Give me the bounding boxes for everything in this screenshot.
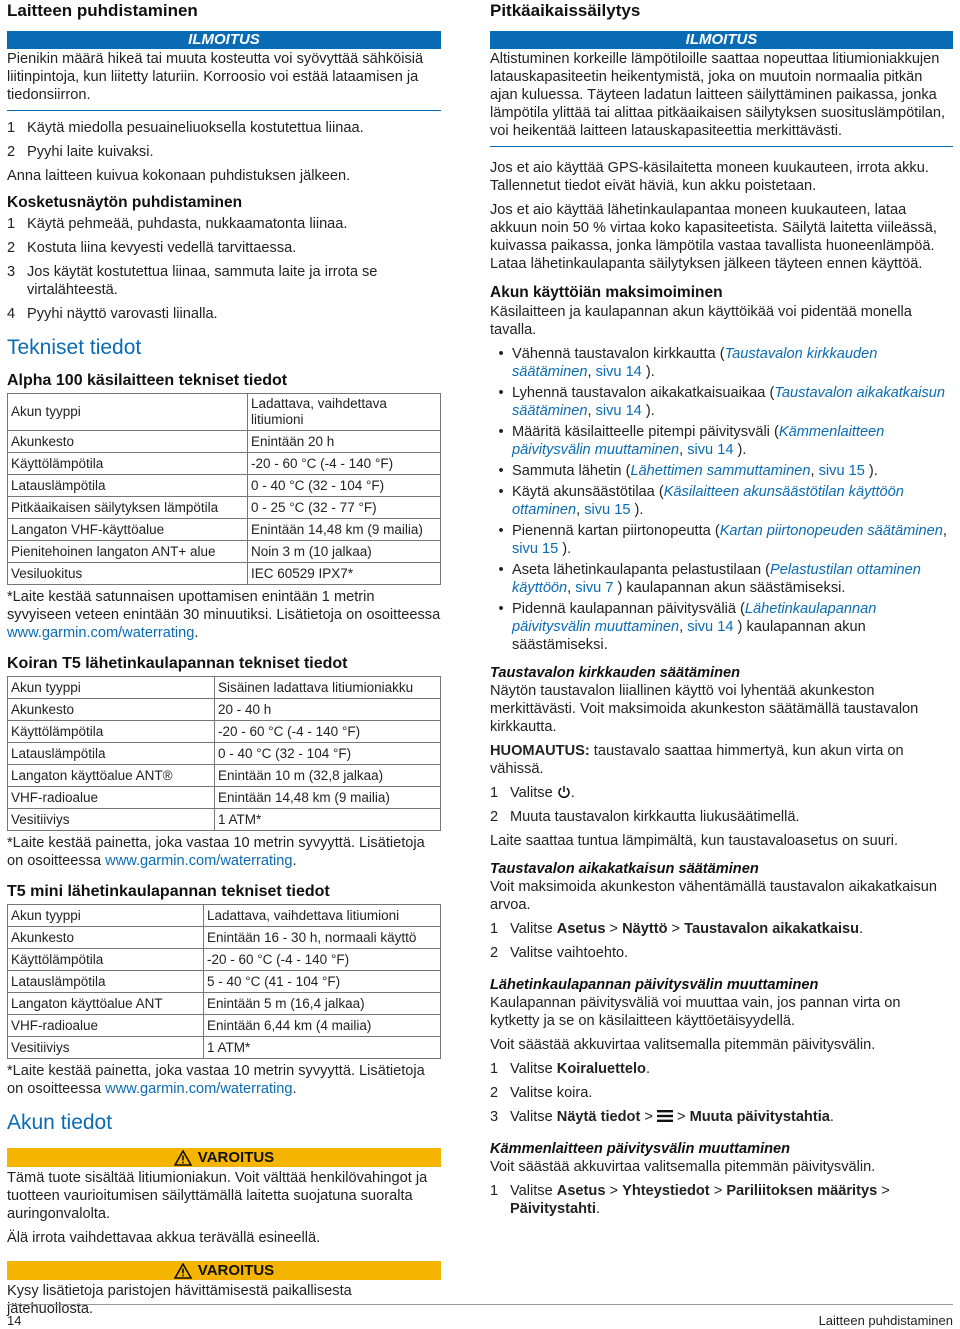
alpha-note: *Laite kestää satunnaisen upottamisen enintään 1 metrin syvyiseen veteen enintään 30 minuutiksi. Lisätietoja on osoitteessa www.garmin.com/waterrating. (7, 589, 441, 641)
step-text-part: . (645, 1061, 651, 1077)
table-cell: Enintään 14,48 km (9 mailia) (215, 787, 441, 809)
path-sep: > (672, 1109, 690, 1125)
footer-section-name: Laitteen puhdistaminen (818, 1313, 953, 1328)
step-text: Valitse vaihtoehto. (510, 945, 629, 961)
table-row (8, 721, 441, 743)
bullet-sep: , (679, 619, 688, 635)
step-item (490, 784, 953, 802)
handheld-title: Kämmenlaitteen päivitysvälin muuttaminen (490, 1141, 791, 1157)
note-text: taustavalo saattaa himmertyä, kun akun virta on vähissä. (490, 743, 904, 777)
table-cell: Akunkesto (8, 431, 248, 453)
step-text: Pyyhi laite kuivaksi. (27, 144, 154, 160)
bullet-text: Lyhennä taustavalon aikakatkaisuaikaa ( (512, 385, 775, 401)
menu-path-update-rate: Muuta päivitystahtia (689, 1109, 830, 1125)
step-number: 2 (490, 1085, 499, 1101)
bullet-text: Pidennä kaulapannan päivitysväliä ( (512, 601, 745, 617)
step-text: Käytä pehmeää, puhdasta, nukkaamatonta liinaa. (27, 216, 348, 232)
t5-note-text: *Laite kestää painetta, joka vastaa 10 metrin syvyyttä. Lisätietoja on osoitteessa (7, 835, 425, 869)
table-row (8, 809, 441, 831)
notice-box (7, 31, 441, 111)
path-sep: > (640, 1109, 657, 1125)
backlight-title: Taustavalon kirkkauden säätäminen (490, 665, 741, 681)
cross-ref-link[interactable]: Lähettimen sammuttaminen (630, 463, 811, 479)
menu-path-contacts: Yhteystiedot (622, 1183, 710, 1199)
power-icon (557, 785, 571, 799)
t5mini-note-text: *Laite kestää painetta, joka vastaa 10 metrin syvyyttä. Lisätietoja on osoitteessa (7, 1063, 425, 1097)
step-text-part: . (859, 921, 864, 937)
bullet-text: ). (864, 463, 878, 479)
table-cell: Enintään 6,44 km (4 mailia) (204, 1015, 441, 1037)
list-item (490, 522, 953, 558)
table-row (8, 431, 441, 453)
step-text (510, 920, 953, 938)
table-cell: 5 - 40 °C (41 - 104 °F) (204, 971, 441, 993)
section-title-storage: Pitkäaikaissäilytys (490, 1, 641, 20)
footer-divider (7, 1304, 953, 1305)
notice-text: Altistuminen korkeille lämpötiloille saattaa nopeuttaa litiumioniakkujen latauskapasiteetin heikentymistä, joka on muutoin normaalia pitkän ajan kuluessa. Täyteen ladatun laitteen säilyttäminen paikassa, jonka lämpötila ylittää tai alittaa pitkäaikaisen säilytyksen suosituslämpötilan, voi heikentää laitteen latauskapasiteettia merkittävästi. (490, 51, 946, 139)
warning-label-text: VAROITUS (197, 1149, 275, 1166)
bullet-sep: , (587, 364, 596, 380)
warning-text: Tämä tuote sisältää litiumioniakun. Voit välttää henkilövahingot ja tuotteen vaurioitumisen säilyttämällä laitetta suojatuna suoralta auringonvalolta. (7, 1170, 428, 1222)
page-link[interactable]: sivu 15 (584, 502, 631, 518)
maximize-intro: Käsilaitteen ja kaulapannan akun käyttöikää voi pidentää monella tavalla. (490, 304, 912, 338)
table-cell: 0 - 25 °C (32 - 77 °F) (248, 497, 441, 519)
table-row (8, 1015, 441, 1037)
page-link[interactable]: sivu 15 (818, 463, 865, 479)
collar-title: Lähetinkaulapannan päivitysvälin muuttaminen (490, 977, 819, 993)
t5-spec-table (7, 676, 441, 831)
step-text-part: Valitse (510, 1109, 557, 1125)
table-cell: VHF-radioalue (8, 1015, 204, 1037)
table-row (8, 927, 441, 949)
table-cell: Latauslämpötila (8, 743, 215, 765)
table-row (8, 475, 441, 497)
step-item (7, 119, 441, 137)
menu-path-show-info: Näytä tiedot (556, 1109, 641, 1125)
path-sep: > (605, 1183, 623, 1199)
step-text (510, 1182, 953, 1218)
menu-path-timeout: Taustavalon aikakatkaisu (684, 921, 860, 937)
table-row (8, 971, 441, 993)
step-text (510, 1108, 953, 1126)
menu-path-asetus: Asetus (556, 921, 606, 937)
timeout-title: Taustavalon aikakatkaisun säätäminen (490, 861, 759, 877)
step-item (490, 1182, 953, 1218)
menu-path-dog-list: Koiraluettelo (556, 1061, 646, 1077)
t5mini-note: *Laite kestää painetta, joka vastaa 10 metrin syvyyttä. Lisätietoja on osoitteessa www.garmin.com/waterrating. (7, 1063, 425, 1097)
bullet-text: ). (558, 541, 572, 557)
table-cell: -20 - 60 °C (-4 - 140 °F) (215, 721, 441, 743)
cross-ref-link[interactable]: Käsilaitteen akunsäästötilan käyttöön ottaminen (512, 484, 904, 518)
list-item (490, 561, 953, 597)
path-sep: > (605, 921, 623, 937)
warning-triangle-icon (174, 1150, 192, 1166)
t5mini-table-title: T5 mini lähetinkaulapannan tekniset tiedot (7, 883, 330, 900)
table-row (8, 949, 441, 971)
table-cell: -20 - 60 °C (-4 - 140 °F) (204, 949, 441, 971)
list-item (490, 483, 953, 519)
menu-path-asetus: Asetus (556, 1183, 606, 1199)
step-number: 3 (7, 264, 16, 280)
warning-label (7, 1261, 441, 1280)
table-row (8, 1037, 441, 1059)
step-text: Valitse koira. (510, 1085, 593, 1101)
alpha-table-title: Alpha 100 käsilaitteen tekniset tiedot (7, 372, 288, 389)
table-cell: Ladattava, vaihdettava litiumioni (204, 905, 441, 927)
table-cell: Akun tyyppi (8, 905, 204, 927)
bullet-icon: • (498, 601, 504, 617)
menu-path-pairing: Pariliitoksen määritys (726, 1183, 878, 1199)
step-number: 2 (490, 945, 499, 961)
path-sep: > (877, 1183, 890, 1199)
table-cell: Vesitiiviys (8, 809, 215, 831)
warning-triangle-icon (174, 1263, 192, 1279)
clean-after-text: Anna laitteen kuivua kokonaan puhdistuksen jälkeen. (7, 168, 351, 184)
table-cell: Enintään 20 h (248, 431, 441, 453)
bullet-icon: • (498, 385, 504, 401)
table-cell: 20 - 40 h (215, 699, 441, 721)
notice-label: ILMOITUS (490, 31, 953, 49)
list-item (490, 423, 953, 459)
cross-ref-link[interactable]: Pelastustilan ottaminen käyttöön (512, 562, 921, 596)
table-row (8, 993, 441, 1015)
bullet-text: Sammuta lähetin ( (512, 463, 631, 479)
waterrating-link[interactable]: www.garmin.com/waterrating (105, 853, 293, 869)
warning-label-text: VAROITUS (197, 1262, 275, 1279)
page-link[interactable]: sivu 14 (687, 442, 734, 458)
bullet-sep: , (679, 442, 688, 458)
step-number: 2 (7, 240, 16, 256)
table-cell: Enintään 5 m (16,4 jalkaa) (204, 993, 441, 1015)
t5-note: *Laite kestää painetta, joka vastaa 10 metrin syvyyttä. Lisätietoja on osoitteessa www.garmin.com/waterrating. (7, 835, 425, 869)
step-number: 4 (7, 306, 16, 322)
table-cell: Sisäinen ladattava litiumioniakku (215, 677, 441, 699)
step-item (490, 1060, 953, 1078)
storage-para-1: Jos et aio käyttää GPS-käsilaitetta moneen kuukauteen, irrota akku. Tallennetut tiedot eivät häviä, kun akku poistetaan. (490, 160, 929, 194)
table-cell: Latauslämpötila (8, 475, 248, 497)
table-cell: Akun tyyppi (8, 394, 248, 431)
page-link[interactable]: sivu 14 (595, 364, 642, 380)
cross-ref-link[interactable]: Kartan piirtonopeuden säätäminen (719, 523, 943, 539)
alpha-note-text: *Laite kestää satunnaisen upottamisen enintään 1 metrin syvyiseen veteen enintään 30 minuutiksi. Lisätietoja on osoitteessa (7, 589, 441, 623)
table-cell: 1 ATM* (215, 809, 441, 831)
table-cell: Langaton VHF-käyttöalue (8, 519, 248, 541)
table-row (8, 787, 441, 809)
bullet-icon: • (498, 523, 504, 539)
alpha-spec-table (7, 393, 441, 585)
notice-text: Pienikin määrä hikeä tai muuta kosteutta voi syövyttää sähköisiä liitinpintoja, kun liitetty laturiin. Korroosio voi estää lataamisen ja tiedonsiirron. (7, 51, 424, 103)
bullet-text: Käytä akunsäästötilaa ( (512, 484, 664, 500)
t5mini-spec-table (7, 904, 441, 1059)
step-number: 1 (490, 1183, 499, 1199)
step-number: 1 (7, 216, 16, 232)
table-cell: Enintään 10 m (32,8 jalkaa) (215, 765, 441, 787)
bullet-sep: , (567, 580, 576, 596)
table-cell: Ladattava, vaihdettava litiumioni (248, 394, 441, 431)
t5-table-title: Koiran T5 lähetinkaulapannan tekniset tiedot (7, 655, 348, 672)
bullet-icon: • (498, 346, 504, 362)
waterrating-link[interactable]: www.garmin.com/waterrating (105, 1081, 293, 1097)
bullet-text: ). (641, 403, 655, 419)
step-item (7, 263, 441, 299)
step-text-part: . (595, 1201, 601, 1217)
table-cell: Käyttölämpötila (8, 949, 204, 971)
maximize-title: Akun käyttöiän maksimoiminen (490, 284, 723, 301)
page-link[interactable]: sivu 14 (687, 619, 734, 635)
step-item (7, 239, 441, 257)
right-column (490, 0, 953, 1218)
collar-text-2: Voit säästää akkuvirtaa valitsemalla pitemmän päivitysvälin. (490, 1037, 876, 1053)
step-item (7, 215, 441, 233)
step-item (7, 305, 441, 323)
table-cell: Pitkäaikaisen säilytyksen lämpötila (8, 497, 248, 519)
table-cell: 0 - 40 °C (32 - 104 °F) (248, 475, 441, 497)
bullet-sep: , (942, 523, 947, 539)
bullet-text: ). (733, 442, 747, 458)
bullet-text: ). (641, 364, 655, 380)
warning-box-2 (7, 1261, 441, 1318)
table-cell: 0 - 40 °C (32 - 104 °F) (215, 743, 441, 765)
table-cell: Akunkesto (8, 699, 215, 721)
page-number: 14 (7, 1313, 22, 1328)
menu-path-update-rate: Päivitystahti (510, 1201, 596, 1217)
bullet-icon: • (498, 484, 504, 500)
bullet-text: Aseta lähetinkaulapanta pelastustilaan ( (512, 562, 770, 578)
backlight-text: Näytön taustavalon liiallinen käyttö voi lyhentää akunkeston merkittävästi. Voit maksimoida akunkeston säätämällä taustavalon kirkkautta. (490, 683, 919, 735)
step-number: 2 (490, 809, 499, 825)
collar-text: Kaulapannan päivitysväliä voi muuttaa vain, jos pannan virta on kytketty ja se on käsilaitteen käyttöetäisyydellä. (490, 995, 901, 1029)
step-number: 2 (7, 144, 16, 160)
waterrating-link[interactable]: www.garmin.com/waterrating (7, 625, 195, 641)
step-text: Jos käytät kostutettua liinaa, sammuta laite ja irrota se virtalähteestä. (27, 264, 378, 298)
table-cell: -20 - 60 °C (-4 - 140 °F) (248, 453, 441, 475)
step-item (490, 1108, 953, 1126)
touch-steps (7, 215, 441, 323)
page-link[interactable]: sivu 7 (575, 580, 614, 596)
table-cell: Latauslämpötila (8, 971, 204, 993)
step-item (490, 920, 953, 938)
table-row (8, 497, 441, 519)
page-link[interactable]: sivu 14 (595, 403, 642, 419)
step-text: Muuta taustavalon kirkkautta liukusäätimellä. (510, 809, 800, 825)
list-item (490, 462, 953, 480)
step-text: Käytä miedolla pesuaineliuoksella kostutettua liinaa. (27, 120, 364, 136)
section-title-cleaning: Laitteen puhdistaminen (7, 1, 198, 20)
step-item (490, 944, 953, 962)
table-cell: Pienitehoinen langaton ANT+ alue (8, 541, 248, 563)
cross-ref-link[interactable]: Lähetinkaulapannan päivitysvälin muuttaminen (512, 601, 877, 635)
table-cell: Vesiluokitus (8, 563, 248, 585)
notice-divider (7, 110, 441, 111)
table-cell: Akunkesto (8, 927, 204, 949)
list-item (490, 345, 953, 381)
table-row (8, 519, 441, 541)
notice-label: ILMOITUS (7, 31, 441, 49)
step-text-part: Valitse (510, 921, 557, 937)
step-text-part: Valitse (510, 1061, 557, 1077)
table-cell: Enintään 14,48 km (9 mailia) (248, 519, 441, 541)
step-item (490, 808, 953, 826)
handheld-text: Voit säästää akkuvirtaa valitsemalla pitemmän päivitysvälin. (490, 1159, 876, 1175)
cross-ref-link[interactable]: Kämmenlaitteen päivitysvälin muuttaminen (512, 424, 885, 458)
step-number: 1 (7, 120, 16, 136)
table-cell: Akun tyyppi (8, 677, 215, 699)
table-row (8, 699, 441, 721)
page-link[interactable]: sivu 15 (512, 541, 559, 557)
table-cell: Enintään 16 - 30 h, normaali käyttö (204, 927, 441, 949)
cross-ref-link[interactable]: Taustavalon aikakatkaisun säätäminen (512, 385, 945, 419)
table-cell: VHF-radioalue (8, 787, 215, 809)
step-text (510, 1060, 953, 1078)
bullet-icon: • (498, 463, 504, 479)
table-row (8, 541, 441, 563)
bullet-text: ) kaulapannan akun säästämiseksi. (512, 619, 866, 653)
path-sep: > (667, 921, 685, 937)
bullet-icon: • (498, 562, 504, 578)
table-cell: IEC 60529 IPX7* (248, 563, 441, 585)
table-row (8, 453, 441, 475)
table-cell: Langaton käyttöalue ANT (8, 993, 204, 1015)
note-label: HUOMAUTUS: (490, 743, 590, 759)
table-row (8, 765, 441, 787)
warning-label (7, 1148, 441, 1167)
bullet-sep: , (576, 502, 585, 518)
touch-title: Kosketusnäytön puhdistaminen (7, 194, 243, 211)
table-row (8, 677, 441, 699)
bullet-text: ) kaulapannan akun säästämiseksi. (613, 580, 846, 596)
notice-box (490, 31, 953, 147)
storage-para-2: Jos et aio käyttää lähetinkaulapantaa moneen kuukauteen, lataa akkuun noin 50 % virtaa koko kapasiteetista. Säilytä laitetta viileässä, kuivassa paikassa, jonka lämpötila vastaa tavallista huoneenlämpöä. Lataa lähetinkaulapanta säilytyksen jälkeen täyteen ennen käyttöä. (490, 202, 937, 272)
list-item (490, 384, 953, 420)
table-row (8, 394, 441, 431)
list-item (490, 600, 953, 654)
table-cell: Noin 3 m (10 jalkaa) (248, 541, 441, 563)
menu-path-naytto: Näyttö (622, 921, 668, 937)
step-text: Kostuta liina kevyesti vedellä tarvittaessa. (27, 240, 297, 256)
tech-specs-title: Tekniset tiedot (7, 336, 142, 359)
backlight-note (490, 742, 953, 778)
bullet-sep: , (810, 463, 819, 479)
notice-divider (490, 146, 953, 147)
table-cell: Vesitiiviys (8, 1037, 204, 1059)
backlight-after: Laite saattaa tuntua lämpimältä, kun taustavaloasetus on suuri. (490, 833, 899, 849)
table-cell: Käyttölämpötila (8, 453, 248, 475)
warning-text: Kysy lisätietoja paristojen hävittämisestä paikallisesta jätehuollosta. (7, 1283, 352, 1317)
bullet-text: ). (630, 502, 644, 518)
path-sep: > (709, 1183, 727, 1199)
step-number: 1 (490, 785, 499, 801)
battery-info-title: Akun tiedot (7, 1111, 113, 1134)
table-cell: 1 ATM* (204, 1037, 441, 1059)
warning-box-1 (7, 1148, 441, 1247)
step-number: 1 (490, 1061, 499, 1077)
table-cell: Käyttölämpötila (8, 721, 215, 743)
step-text: Pyyhi näyttö varovasti liinalla. (27, 306, 218, 322)
step-text-part: Valitse (510, 785, 557, 801)
bullet-icon: • (498, 424, 504, 440)
step-text-part: Valitse (510, 1183, 557, 1199)
step-item (7, 143, 441, 161)
step-item (490, 1084, 953, 1102)
menu-icon (657, 1109, 673, 1123)
left-column (7, 0, 441, 1318)
table-row (8, 563, 441, 585)
table-row (8, 905, 441, 927)
step-text-part: . (829, 1109, 834, 1125)
step-number: 1 (490, 921, 499, 937)
table-cell: Langaton käyttöalue ANT® (8, 765, 215, 787)
bullet-sep: , (587, 403, 596, 419)
timeout-text: Voit maksimoida akunkeston vähentämällä taustavalon aikakatkaisun arvoa. (490, 879, 937, 913)
battery-tips-list (490, 345, 953, 654)
clean-steps (7, 119, 441, 161)
step-text: Valitse . (510, 785, 575, 801)
bullet-text: Vähennä taustavalon kirkkautta ( (512, 346, 725, 362)
bullet-text: Määritä käsilaitteelle pitempi päivitysväli ( (512, 424, 779, 440)
warning-extra-text: Älä irrota vaihdettavaa akkua terävällä esineellä. (7, 1230, 321, 1246)
cross-ref-link[interactable]: Taustavalon kirkkauden säätäminen (512, 346, 878, 380)
bullet-text: Pienennä kartan piirtonopeutta ( (512, 523, 720, 539)
step-number: 3 (490, 1109, 499, 1125)
table-row (8, 743, 441, 765)
